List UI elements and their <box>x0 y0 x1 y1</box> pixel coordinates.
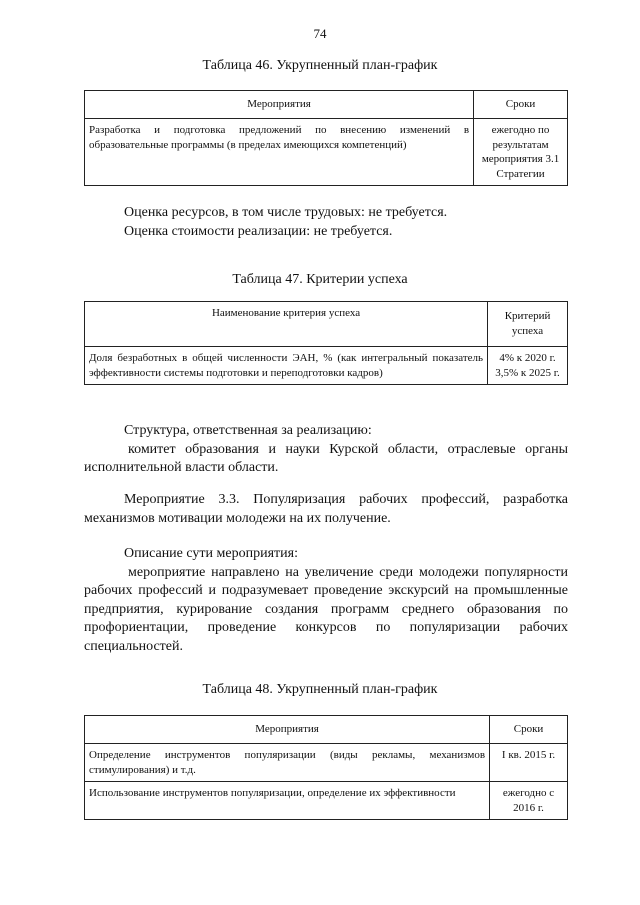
resources-line-2: Оценка стоимости реализации: не требуется. <box>124 223 393 239</box>
table-row <box>85 347 568 385</box>
measure-block <box>84 491 568 528</box>
resources-block <box>84 204 568 241</box>
table-46-caption: Таблица 46. Укрупненный план-график <box>202 58 438 73</box>
table-header-cell: Наименование критерия успеха <box>85 302 488 347</box>
table-cell: Использование инструментов популяризации, определение их эффективности <box>85 782 490 820</box>
table-46 <box>84 90 568 186</box>
table-header-row <box>85 302 568 347</box>
table-header-cell: Сроки <box>474 91 568 119</box>
description-block <box>84 545 568 656</box>
measure-text: Мероприятие 3.3. Популяризация рабочих профессий, разработка механизмов мотивации молодежи на их получение. <box>84 492 568 526</box>
table-header-row <box>85 91 568 119</box>
table-cell: Определение инструментов популяризации (виды рекламы, механизмов стимулирования) и т.д. <box>85 744 490 782</box>
table-47 <box>84 301 568 385</box>
table-header-cell: Мероприятия <box>85 716 490 744</box>
responsible-text: комитет образования и науки Курской области, отраслевые органы исполнительной власти области. <box>84 441 568 475</box>
page-number: 74 <box>313 26 327 41</box>
resources-line-1: Оценка ресурсов, в том числе трудовых: не требуется. <box>124 205 448 220</box>
table-cell: I кв. 2015 г. <box>490 744 568 782</box>
responsible-block <box>84 422 568 478</box>
table-header-cell: Критерий успеха <box>488 302 568 347</box>
table-47-caption: Таблица 47. Критерии успеха <box>232 272 408 287</box>
table-cell: ежегодно с 2016 г. <box>490 782 568 820</box>
table-header-cell: Сроки <box>490 716 568 744</box>
table-row <box>85 119 568 186</box>
table-cell: Разработка и подготовка предложений по внесению изменений в образовательные программы (в пределах имеющихся компетенций) <box>85 119 474 186</box>
description-heading: Описание сути мероприятия: <box>124 546 298 561</box>
table-cell: Доля безработных в общей численности ЭАН, % (как интегральный показатель эффективности системы подготовки и переподготовки кадров) <box>85 347 488 385</box>
table-header-row <box>85 716 568 744</box>
table-cell: 4% к 2020 г. 3,5% к 2025 г. <box>488 347 568 385</box>
table-row <box>85 744 568 782</box>
table-cell: ежегодно по результатам мероприятия 3.1 Стратегии <box>474 119 568 186</box>
table-48-caption: Таблица 48. Укрупненный план-график <box>202 682 438 697</box>
table-row <box>85 782 568 820</box>
table-48 <box>84 715 568 820</box>
table-header-cell: Мероприятия <box>85 91 474 119</box>
responsible-heading: Структура, ответственная за реализацию: <box>124 423 372 438</box>
description-text: мероприятие направлено на увеличение среди молодежи популярности рабочих профессий и подразумевает проведение экскурсий на промышленные предприятия, курирование создания программ среднего образования по профориентации, проведение конкурсов по популяризации рабочих специальностей. <box>84 564 568 654</box>
